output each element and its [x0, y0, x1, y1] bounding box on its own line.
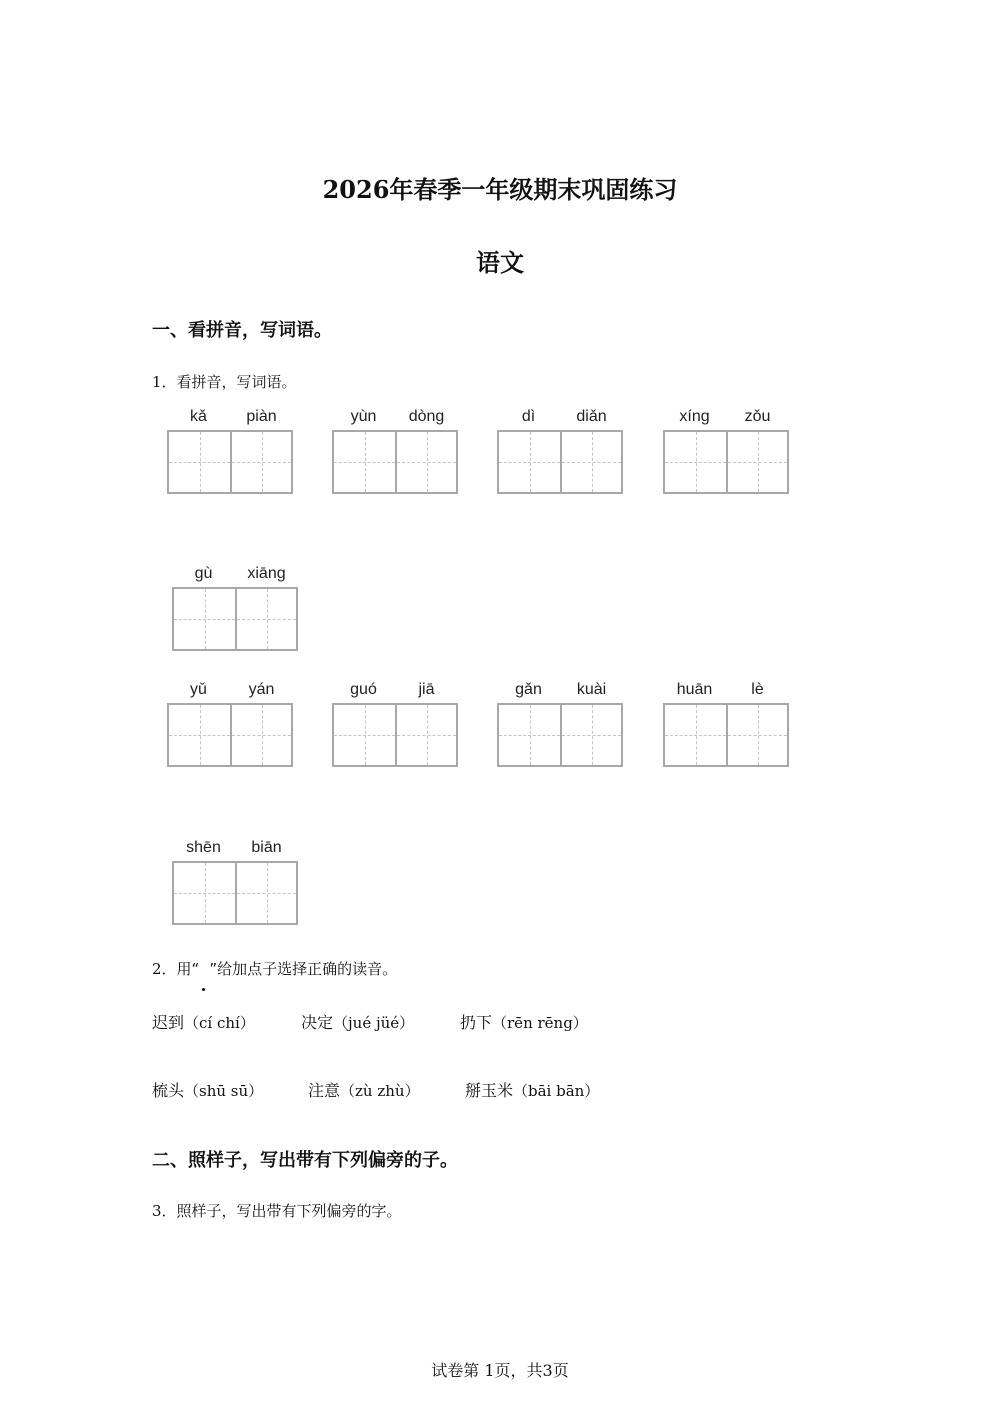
tian-cell[interactable] — [169, 432, 230, 492]
pinyin-label: biān — [251, 839, 282, 856]
pinyin-word-box — [332, 408, 458, 498]
choice-options[interactable]: （bāi bān） — [513, 1082, 600, 1100]
tian-cell[interactable] — [726, 432, 787, 492]
choice-word: 扔下 — [460, 1013, 493, 1032]
subject-title: 语文 — [476, 248, 524, 277]
question-text-after: ”给加点子选择正确的读音。 — [209, 960, 398, 978]
question-text-before: 用“ — [176, 960, 200, 978]
writing-grid[interactable] — [332, 430, 458, 494]
tian-cell[interactable] — [395, 432, 456, 492]
pinyin-word-box — [167, 408, 293, 498]
pinyin-label: jiā — [418, 681, 435, 698]
tian-cell[interactable] — [499, 705, 560, 765]
reading-choice — [465, 1078, 599, 1101]
pinyin-label: yán — [248, 681, 275, 698]
question-1 — [152, 371, 297, 392]
tian-cell[interactable] — [235, 589, 296, 649]
writing-grid[interactable] — [663, 430, 789, 494]
pinyin-label: kuài — [576, 681, 607, 698]
choice-options[interactable]: （jué jüé） — [333, 1014, 415, 1032]
page-footer: 试卷第 1页，共3页 — [431, 1361, 569, 1380]
pinyin-label: diǎn — [576, 408, 607, 425]
question-2 — [152, 958, 397, 979]
writing-grid[interactable] — [663, 703, 789, 767]
pinyin-label: xiāng — [247, 565, 286, 582]
pinyin-label: yùn — [350, 408, 377, 425]
tian-cell[interactable] — [560, 432, 621, 492]
pinyin-label: guó — [350, 681, 377, 698]
tian-cell[interactable] — [560, 705, 621, 765]
pinyin-label: huān — [676, 681, 713, 698]
reading-choice — [301, 1010, 414, 1033]
choice-options[interactable]: （cí chí） — [184, 1014, 255, 1032]
tian-cell[interactable] — [334, 432, 395, 492]
question-3 — [152, 1200, 402, 1221]
choice-word: 掰玉米 — [465, 1081, 514, 1100]
question-number: 3． — [152, 1202, 177, 1220]
tian-cell[interactable] — [726, 705, 787, 765]
pinyin-label: gù — [194, 565, 213, 582]
pinyin-label: kǎ — [190, 408, 207, 425]
pinyin-word-box — [332, 681, 458, 771]
section-heading-2: 二、照样子，写出带有下列偏旁的子。 — [152, 1150, 458, 1171]
pinyin-word-box — [497, 408, 623, 498]
choice-options[interactable]: （shū sū） — [184, 1082, 264, 1100]
tian-cell[interactable] — [499, 432, 560, 492]
pinyin-label: lè — [751, 681, 764, 698]
writing-grid[interactable] — [172, 861, 298, 925]
choice-options[interactable]: （rēn rēng） — [492, 1014, 588, 1032]
tian-cell[interactable] — [230, 432, 291, 492]
pinyin-label: dòng — [408, 408, 445, 425]
choice-word: 注意 — [308, 1081, 341, 1100]
pinyin-word-box — [172, 839, 298, 929]
writing-grid[interactable] — [497, 430, 623, 494]
page-title: 2026年春季一年级期末巩固练习 — [322, 175, 678, 204]
pinyin-word-box — [497, 681, 623, 771]
pinyin-word-box — [172, 565, 298, 655]
tian-cell[interactable] — [665, 432, 726, 492]
writing-grid[interactable] — [167, 703, 293, 767]
question-number: 1． — [152, 373, 177, 391]
writing-grid[interactable] — [167, 430, 293, 494]
tian-cell[interactable] — [334, 705, 395, 765]
reading-choice — [152, 1078, 263, 1101]
pinyin-label: dì — [521, 408, 536, 425]
tian-cell[interactable] — [395, 705, 456, 765]
question-text: 看拼音，写词语。 — [176, 373, 297, 391]
choice-word: 迟到 — [152, 1013, 185, 1032]
reading-choice — [460, 1010, 588, 1033]
choice-word: 梳头 — [152, 1081, 185, 1100]
pinyin-word-box — [167, 681, 293, 771]
question-number: 2． — [152, 960, 177, 978]
pinyin-word-box — [663, 408, 789, 498]
writing-grid[interactable] — [332, 703, 458, 767]
tian-cell[interactable] — [174, 863, 235, 923]
writing-grid[interactable] — [497, 703, 623, 767]
tian-cell[interactable] — [230, 705, 291, 765]
choice-options[interactable]: （zù zhù） — [340, 1082, 420, 1100]
tian-cell[interactable] — [174, 589, 235, 649]
choice-word: 决定 — [301, 1013, 334, 1032]
pinyin-label: zǒu — [744, 408, 771, 425]
tian-cell[interactable] — [665, 705, 726, 765]
pinyin-label: piàn — [246, 408, 277, 425]
pinyin-label: yǔ — [190, 681, 207, 698]
tian-cell[interactable] — [235, 863, 296, 923]
reading-choice — [152, 1010, 255, 1033]
reading-choice — [308, 1078, 420, 1101]
tian-cell[interactable] — [169, 705, 230, 765]
pinyin-label: gǎn — [515, 681, 542, 698]
writing-grid[interactable] — [172, 587, 298, 651]
section-heading-1: 一、看拼音，写词语。 — [152, 320, 332, 341]
pinyin-label: xíng — [679, 408, 710, 425]
pinyin-label: shēn — [186, 839, 221, 856]
pinyin-word-box — [663, 681, 789, 771]
question-text: 照样子，写出带有下列偏旁的字。 — [176, 1202, 402, 1220]
